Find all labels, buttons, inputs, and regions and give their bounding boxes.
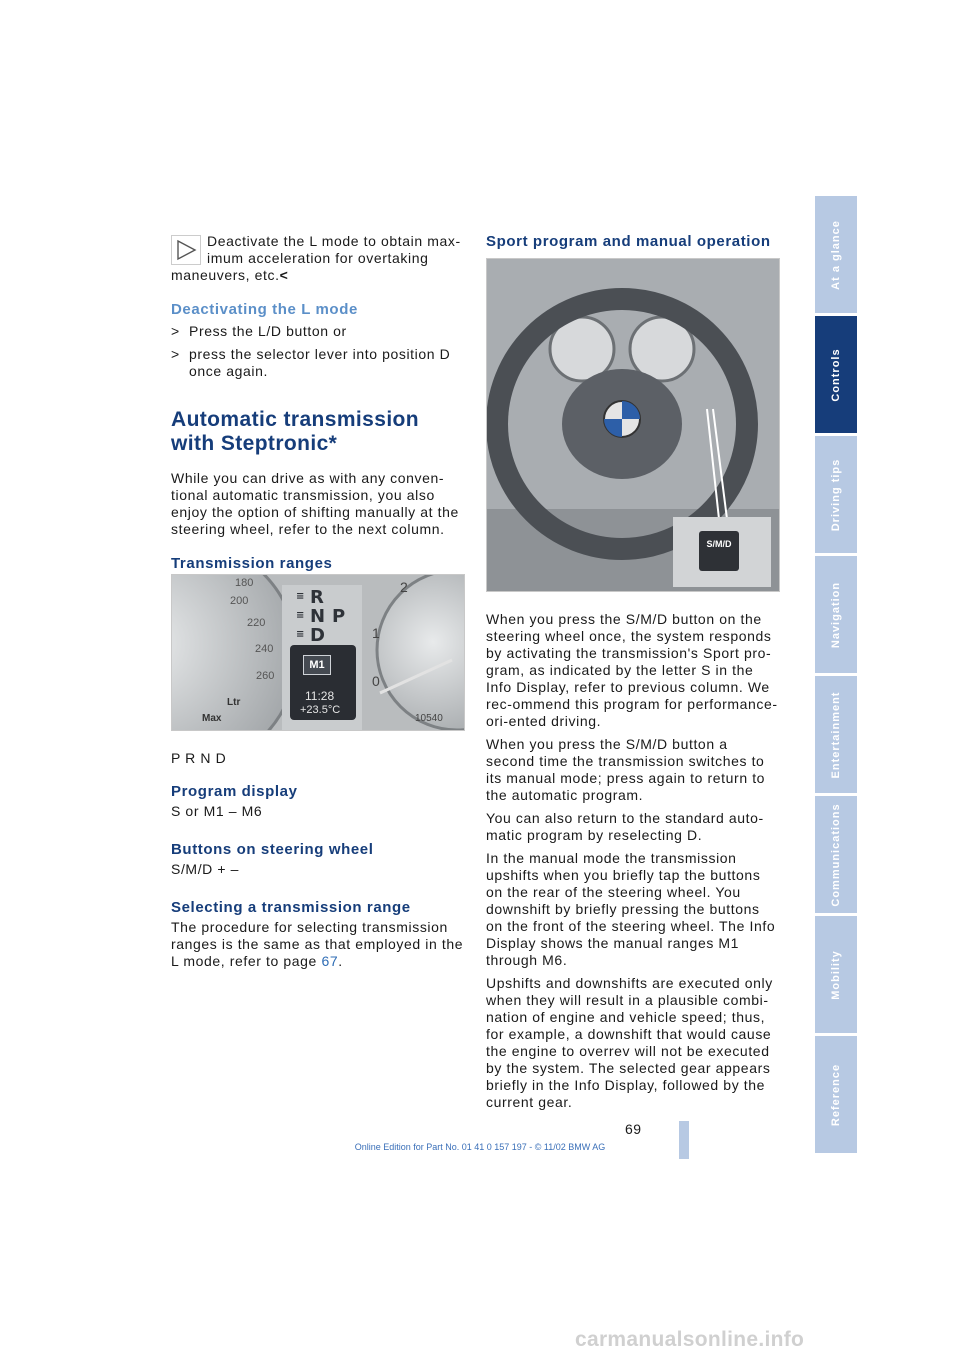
right-paragraphs [486, 611, 778, 1117]
tick-1: 1 [372, 625, 380, 641]
note-line-3: maneuvers, etc. [171, 267, 280, 283]
end-mark: < [279, 267, 289, 283]
heading-buttons-steering-wheel: Buttons on steering wheel [171, 841, 374, 858]
heading-selecting-range: Selecting a transmission range [171, 899, 411, 916]
gear-r: R [310, 587, 324, 608]
tab-reference[interactable]: Reference [815, 1036, 857, 1153]
tick-2: 2 [400, 579, 408, 595]
outside-temp: +23.5°C [300, 704, 341, 716]
buttons-text: S/M/D + – [171, 861, 240, 877]
caution-triangle-icon [171, 235, 201, 265]
tick-0: 0 [372, 673, 380, 689]
steering-wheel-photo [486, 258, 780, 592]
tick-180: 180 [235, 577, 254, 589]
right-para-1: When you press the S/M/D button on the steering wheel once, the system responds by activating the transmission's Sport pro-gram, as indicated by the letter S in the Info Display, refer to previous column. We rec-ommend this program for performance-ori-ented driving. [486, 611, 778, 729]
right-para-5: Upshifts and downshifts are executed only when they will result in a plausible combi-nation of engine and vehicle speed; thus, for example, a downshift that would cause the engine to overrev will not be executed by the system. The selected gear appears briefly in the Info Display, followed by the current gear. [486, 975, 773, 1110]
heading-transmission-ranges: Transmission ranges [171, 555, 333, 572]
tab-communications[interactable]: Communications [815, 796, 857, 913]
list-item: > Press the L/D button or [171, 323, 347, 339]
auto-paragraph: While you can drive as with any conven-tional automatic transmission, you also enjoy the option of shifting manually at the steering wheel, refer to the next column. [171, 470, 459, 537]
tab-at-a-glance[interactable]: At a glance [815, 196, 857, 313]
list-item: > press the selector lever into position D once again. [171, 346, 451, 379]
gear-p: P [332, 606, 346, 627]
tab-controls[interactable]: Controls [815, 316, 857, 433]
section-tabs [815, 196, 857, 1156]
gear-n: N [310, 606, 326, 627]
tick-220: 220 [247, 617, 266, 629]
left-column [171, 233, 471, 572]
tick-200: 200 [230, 595, 249, 607]
steering-wheel-graphic [487, 259, 779, 591]
heading-program-display: Program display [171, 783, 298, 800]
page-number-bar [679, 1121, 689, 1159]
right-para-3: You can also return to the standard auto-matic program by reselecting D. [486, 810, 764, 843]
fuel-max: Max [202, 713, 222, 724]
note-line-2: imum acceleration for overtaking [207, 250, 429, 266]
mode-box: M1 [303, 655, 331, 675]
gear-d: D [310, 625, 325, 646]
tick-240: 240 [255, 643, 274, 655]
heading-deactivating-l-mode: Deactivating the L mode [171, 301, 358, 318]
instrument-cluster-photo: 180 200 220 240 260 2 1 0 ≡ R ≡ N P ≡ D M1 11:28 +23.5°C Ltr Max 10540 [171, 574, 465, 731]
right-para-2: When you press the S/M/D button a second time the transmission switches to its manual mode; press again to return to the automatic program. [486, 736, 766, 803]
deact-list [171, 323, 471, 380]
watermark: carmanualsonline.info [575, 1328, 805, 1351]
bullet-mark: > [171, 346, 180, 362]
left-column-lower [171, 750, 471, 970]
note-line-1: Deactivate the L mode to obtain max- [207, 233, 461, 249]
fuel-ltr: Ltr [227, 697, 241, 708]
ranges-text: P R N D [171, 750, 227, 766]
footer-edition: Online Edition for Part No. 01 41 0 157 197 - © 11/02 BMW AG [354, 1142, 606, 1152]
program-text: S or M1 – M6 [171, 803, 263, 819]
tab-mobility[interactable]: Mobility [815, 916, 857, 1033]
tab-navigation[interactable]: Navigation [815, 556, 857, 673]
page-number: 69 [625, 1121, 642, 1137]
tab-driving-tips[interactable]: Driving tips [815, 436, 857, 553]
heading-automatic-transmission: Automatic transmission with Steptronic* [171, 408, 420, 455]
smd-button-icon: S/M/D [706, 539, 732, 549]
right-para-4: In the manual mode the transmission upshifts when you briefly tap the buttons on the rear of the steering wheel. You downshift by briefly pressing the buttons on the front of the steering wheel. The Info Display shows the manual ranges M1 through M6. [486, 850, 776, 968]
select-text: The procedure for selecting transmission ranges is the same as that employed in the L mode, refer to page 67. [171, 919, 464, 969]
page-link[interactable]: 67 [321, 953, 339, 969]
heading-sport-program: Sport program and manual operation [486, 233, 771, 250]
tick-260: 260 [256, 670, 275, 682]
caution-note [171, 233, 471, 285]
clock: 11:28 [305, 689, 335, 703]
bullet-mark: > [171, 323, 180, 339]
odometer: 10540 [415, 713, 443, 724]
tab-entertainment[interactable]: Entertainment [815, 676, 857, 793]
